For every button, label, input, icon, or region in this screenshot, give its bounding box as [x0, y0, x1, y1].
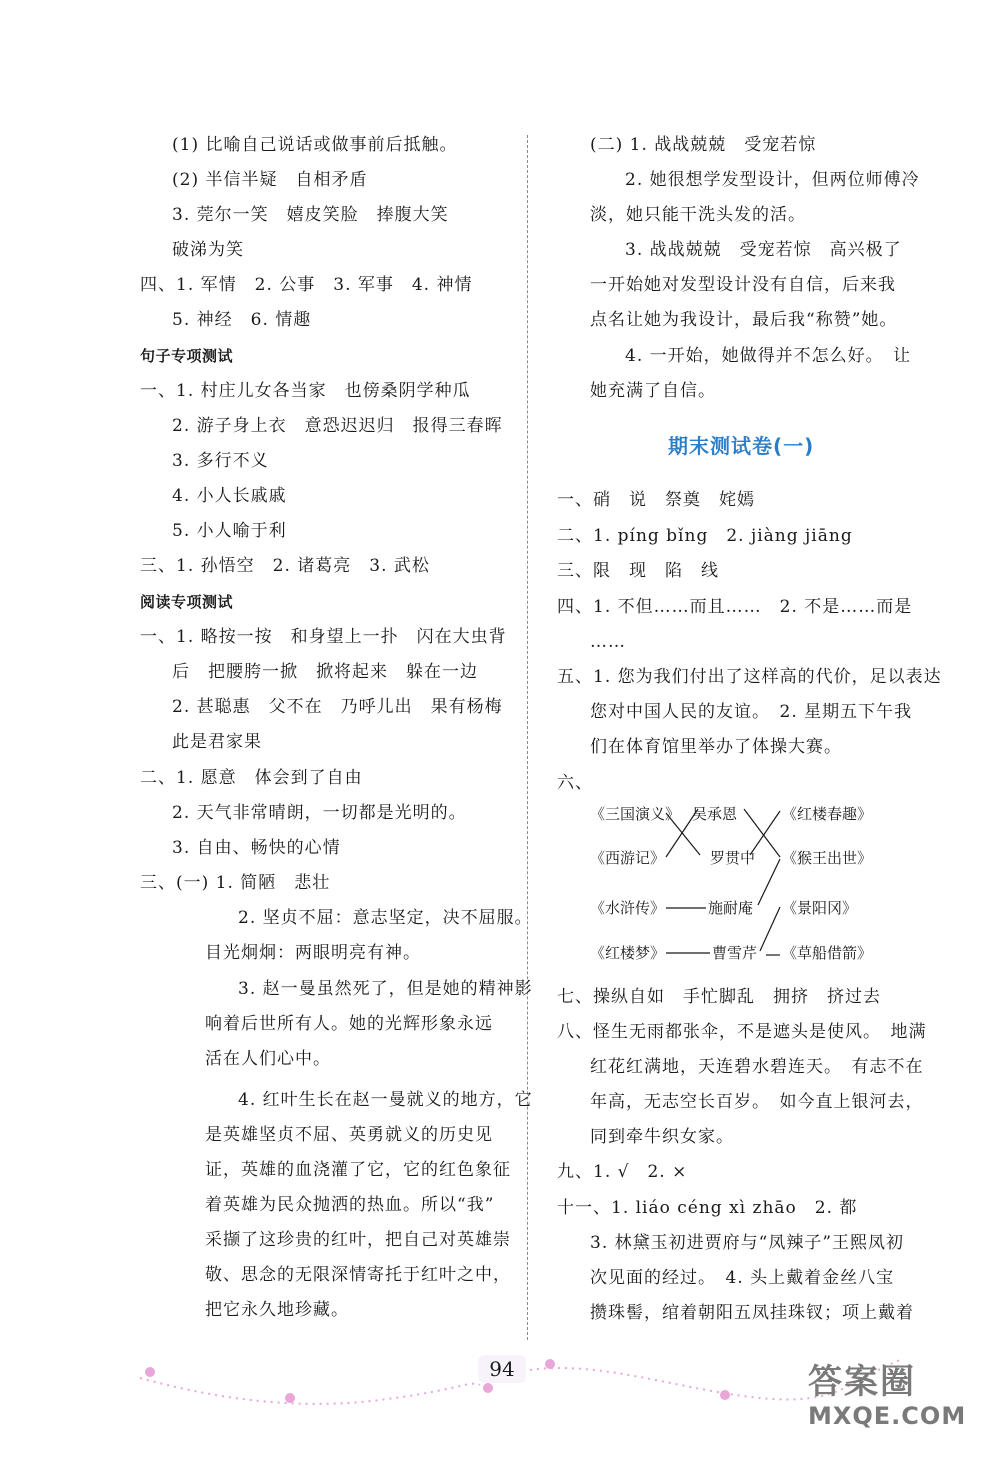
- dotted-curve: [140, 1378, 480, 1404]
- story-label: 《景阳冈》: [782, 899, 858, 917]
- book-label: 《三国演义》: [590, 805, 681, 823]
- text-line: 一、1. 略按一按 和身望上一扑 闪在大虫背: [140, 627, 507, 647]
- author-label: 罗贯中: [710, 849, 756, 867]
- watermark-main: 答案圈: [808, 1362, 916, 1402]
- author-label: 施耐庵: [708, 899, 754, 917]
- text-line: 们在体育馆里举办了体操大赛。: [590, 737, 842, 757]
- text-line: (二) 1. 战战兢兢 受宠若惊: [590, 135, 817, 155]
- text-line: ……: [590, 632, 626, 652]
- text-line: 3. 自由、畅快的心情: [172, 838, 341, 858]
- text-line: 六、: [557, 773, 593, 793]
- column-divider: [527, 135, 528, 1340]
- flower-icon: [483, 1383, 493, 1393]
- text-line: 此是君家果: [172, 732, 262, 752]
- matching-diagram: [560, 795, 900, 975]
- text-line: 敬、思念的无限深情寄托于红叶之中，: [205, 1265, 511, 1285]
- text-line: 把它永久地珍藏。: [205, 1300, 349, 1320]
- book-label: 《水浒传》: [590, 899, 666, 917]
- text-line: 4. 一开始，她做得并不怎么好。 让: [625, 346, 912, 366]
- text-line: 红花红满地，天连碧水碧连天。 有志不在: [590, 1057, 924, 1077]
- text-line: 4. 小人长戚戚: [172, 486, 287, 506]
- match-line: [758, 859, 780, 905]
- text-line: 十一、1. liáo céng xì zhāo 2. 都: [557, 1198, 858, 1218]
- text-line: 四、1. 不但……而且…… 2. 不是……而是: [557, 597, 913, 617]
- text-line: 一开始她对发型设计没有自信，后来我: [590, 275, 896, 295]
- text-line: 次见面的经过。 4. 头上戴着金丝八宝: [590, 1268, 895, 1288]
- book-label: 《红楼梦》: [590, 944, 666, 962]
- text-line: 5. 神经 6. 情趣: [172, 310, 312, 330]
- story-label: 《猴王出世》: [782, 849, 873, 867]
- text-line: 2. 游子身上衣 意恐迟迟归 报得三春晖: [172, 416, 503, 436]
- text-line: 三、限 现 陷 线: [557, 561, 719, 581]
- text-line: (2) 半信半疑 自相矛盾: [172, 170, 368, 190]
- author-label: 吴承恩: [692, 805, 738, 823]
- text-line: (1) 比喻自己说话或做事前后抵触。: [172, 135, 458, 155]
- text-line: 3. 赵一曼虽然死了，但是她的精神影: [238, 979, 533, 999]
- text-line: 目光炯炯：两眼明亮有神。: [205, 943, 421, 963]
- text-line: 一、1. 村庄儿女各当家 也傍桑阴学种瓜: [140, 381, 471, 401]
- flower-icon: [145, 1367, 155, 1377]
- exam-title: 期末测试卷(一): [668, 434, 815, 458]
- text-line: 同到牵牛织女家。: [590, 1127, 734, 1147]
- flower-icon: [720, 1390, 730, 1400]
- text-line: 三、1. 孙悟空 2. 诸葛亮 3. 武松: [140, 556, 430, 576]
- text-line: 一、硝 说 祭奠 姹嫣: [557, 490, 755, 510]
- book-label: 《西游记》: [590, 849, 666, 867]
- text-line: 着英雄为民众抛洒的热血。所以“我”: [205, 1195, 495, 1215]
- text-line: 采撷了这珍贵的红叶，把自己对英雄崇: [205, 1230, 511, 1250]
- text-line: 证，英雄的血浇灌了它，它的红色象征: [205, 1160, 511, 1180]
- text-line: 5. 小人喻于利: [172, 521, 287, 541]
- text-line: 三、(一) 1. 简陋 悲壮: [140, 873, 331, 893]
- text-line: 2. 天气非常晴朗，一切都是光明的。: [172, 803, 467, 823]
- text-line: 点名让她为我设计，最后我“称赞”她。: [590, 310, 898, 330]
- text-line: 您对中国人民的友谊。 2. 星期五下午我: [590, 702, 913, 722]
- text-line: 二、1. píng bǐng 2. jiàng jiāng: [557, 526, 853, 546]
- text-line: 3. 战战兢兢 受宠若惊 高兴极了: [625, 240, 902, 260]
- flower-icon: [545, 1359, 555, 1369]
- text-line: 年高，无志空长百岁。 如今直上银河去，: [590, 1092, 924, 1112]
- page-number: 94: [478, 1355, 526, 1383]
- watermark-url: MXQE.COM: [808, 1402, 967, 1430]
- text-line: 她充满了自信。: [590, 381, 716, 401]
- flower-icon: [285, 1393, 295, 1403]
- text-line: 3. 多行不义: [172, 451, 269, 471]
- watermark-logo: [808, 1362, 966, 1430]
- text-line: 后 把腰胯一掀 掀将起来 躲在一边: [172, 662, 478, 682]
- text-line: 响着后世所有人。她的光辉形象永远: [205, 1014, 493, 1034]
- text-line: 破涕为笑: [172, 240, 244, 260]
- match-line: [750, 811, 780, 855]
- text-line: 2. 她很想学发型设计，但两位师傅冷: [625, 170, 920, 190]
- text-line: 是英雄坚贞不屈、英勇就义的历史见: [205, 1125, 493, 1145]
- section-heading: 句子专项测试: [140, 347, 234, 365]
- text-line: 九、1. √ 2. ×: [557, 1162, 688, 1182]
- text-line: 八、怪生无雨都张伞，不是遮头是使风。 地满: [557, 1022, 927, 1042]
- section-heading: 阅读专项测试: [140, 593, 234, 611]
- text-line: 七、操纵自如 手忙脚乱 拥挤 挤过去: [557, 987, 881, 1007]
- story-label: 《草船借箭》: [782, 944, 873, 962]
- text-line: 二、1. 愿意 体会到了自由: [140, 768, 363, 788]
- text-line: 活在人们心中。: [205, 1049, 331, 1069]
- text-line: 四、1. 军情 2. 公事 3. 军事 4. 神情: [140, 275, 473, 295]
- match-line: [760, 907, 780, 951]
- author-label: 曹雪芹: [712, 944, 758, 962]
- text-line: 4. 红叶生长在赵一曼就义的地方，它: [238, 1090, 533, 1110]
- text-line: 3. 林黛玉初进贾府与“凤辣子”王熙凤初: [590, 1233, 905, 1253]
- text-line: 攒珠髻，绾着朝阳五凤挂珠钗；项上戴着: [590, 1303, 914, 1323]
- text-line: 3. 莞尔一笑 嬉皮笑脸 捧腹大笑: [172, 205, 449, 225]
- text-line: 2. 甚聪惠 父不在 乃呼儿出 果有杨梅: [172, 697, 503, 717]
- text-line: 淡，她只能干洗头发的活。: [590, 205, 806, 225]
- text-line: 2. 坚贞不屈：意志坚定，决不屈服。: [238, 908, 533, 928]
- story-label: 《红楼春趣》: [782, 805, 873, 823]
- text-line: 五、1. 您为我们付出了这样高的代价，足以表达: [557, 667, 942, 687]
